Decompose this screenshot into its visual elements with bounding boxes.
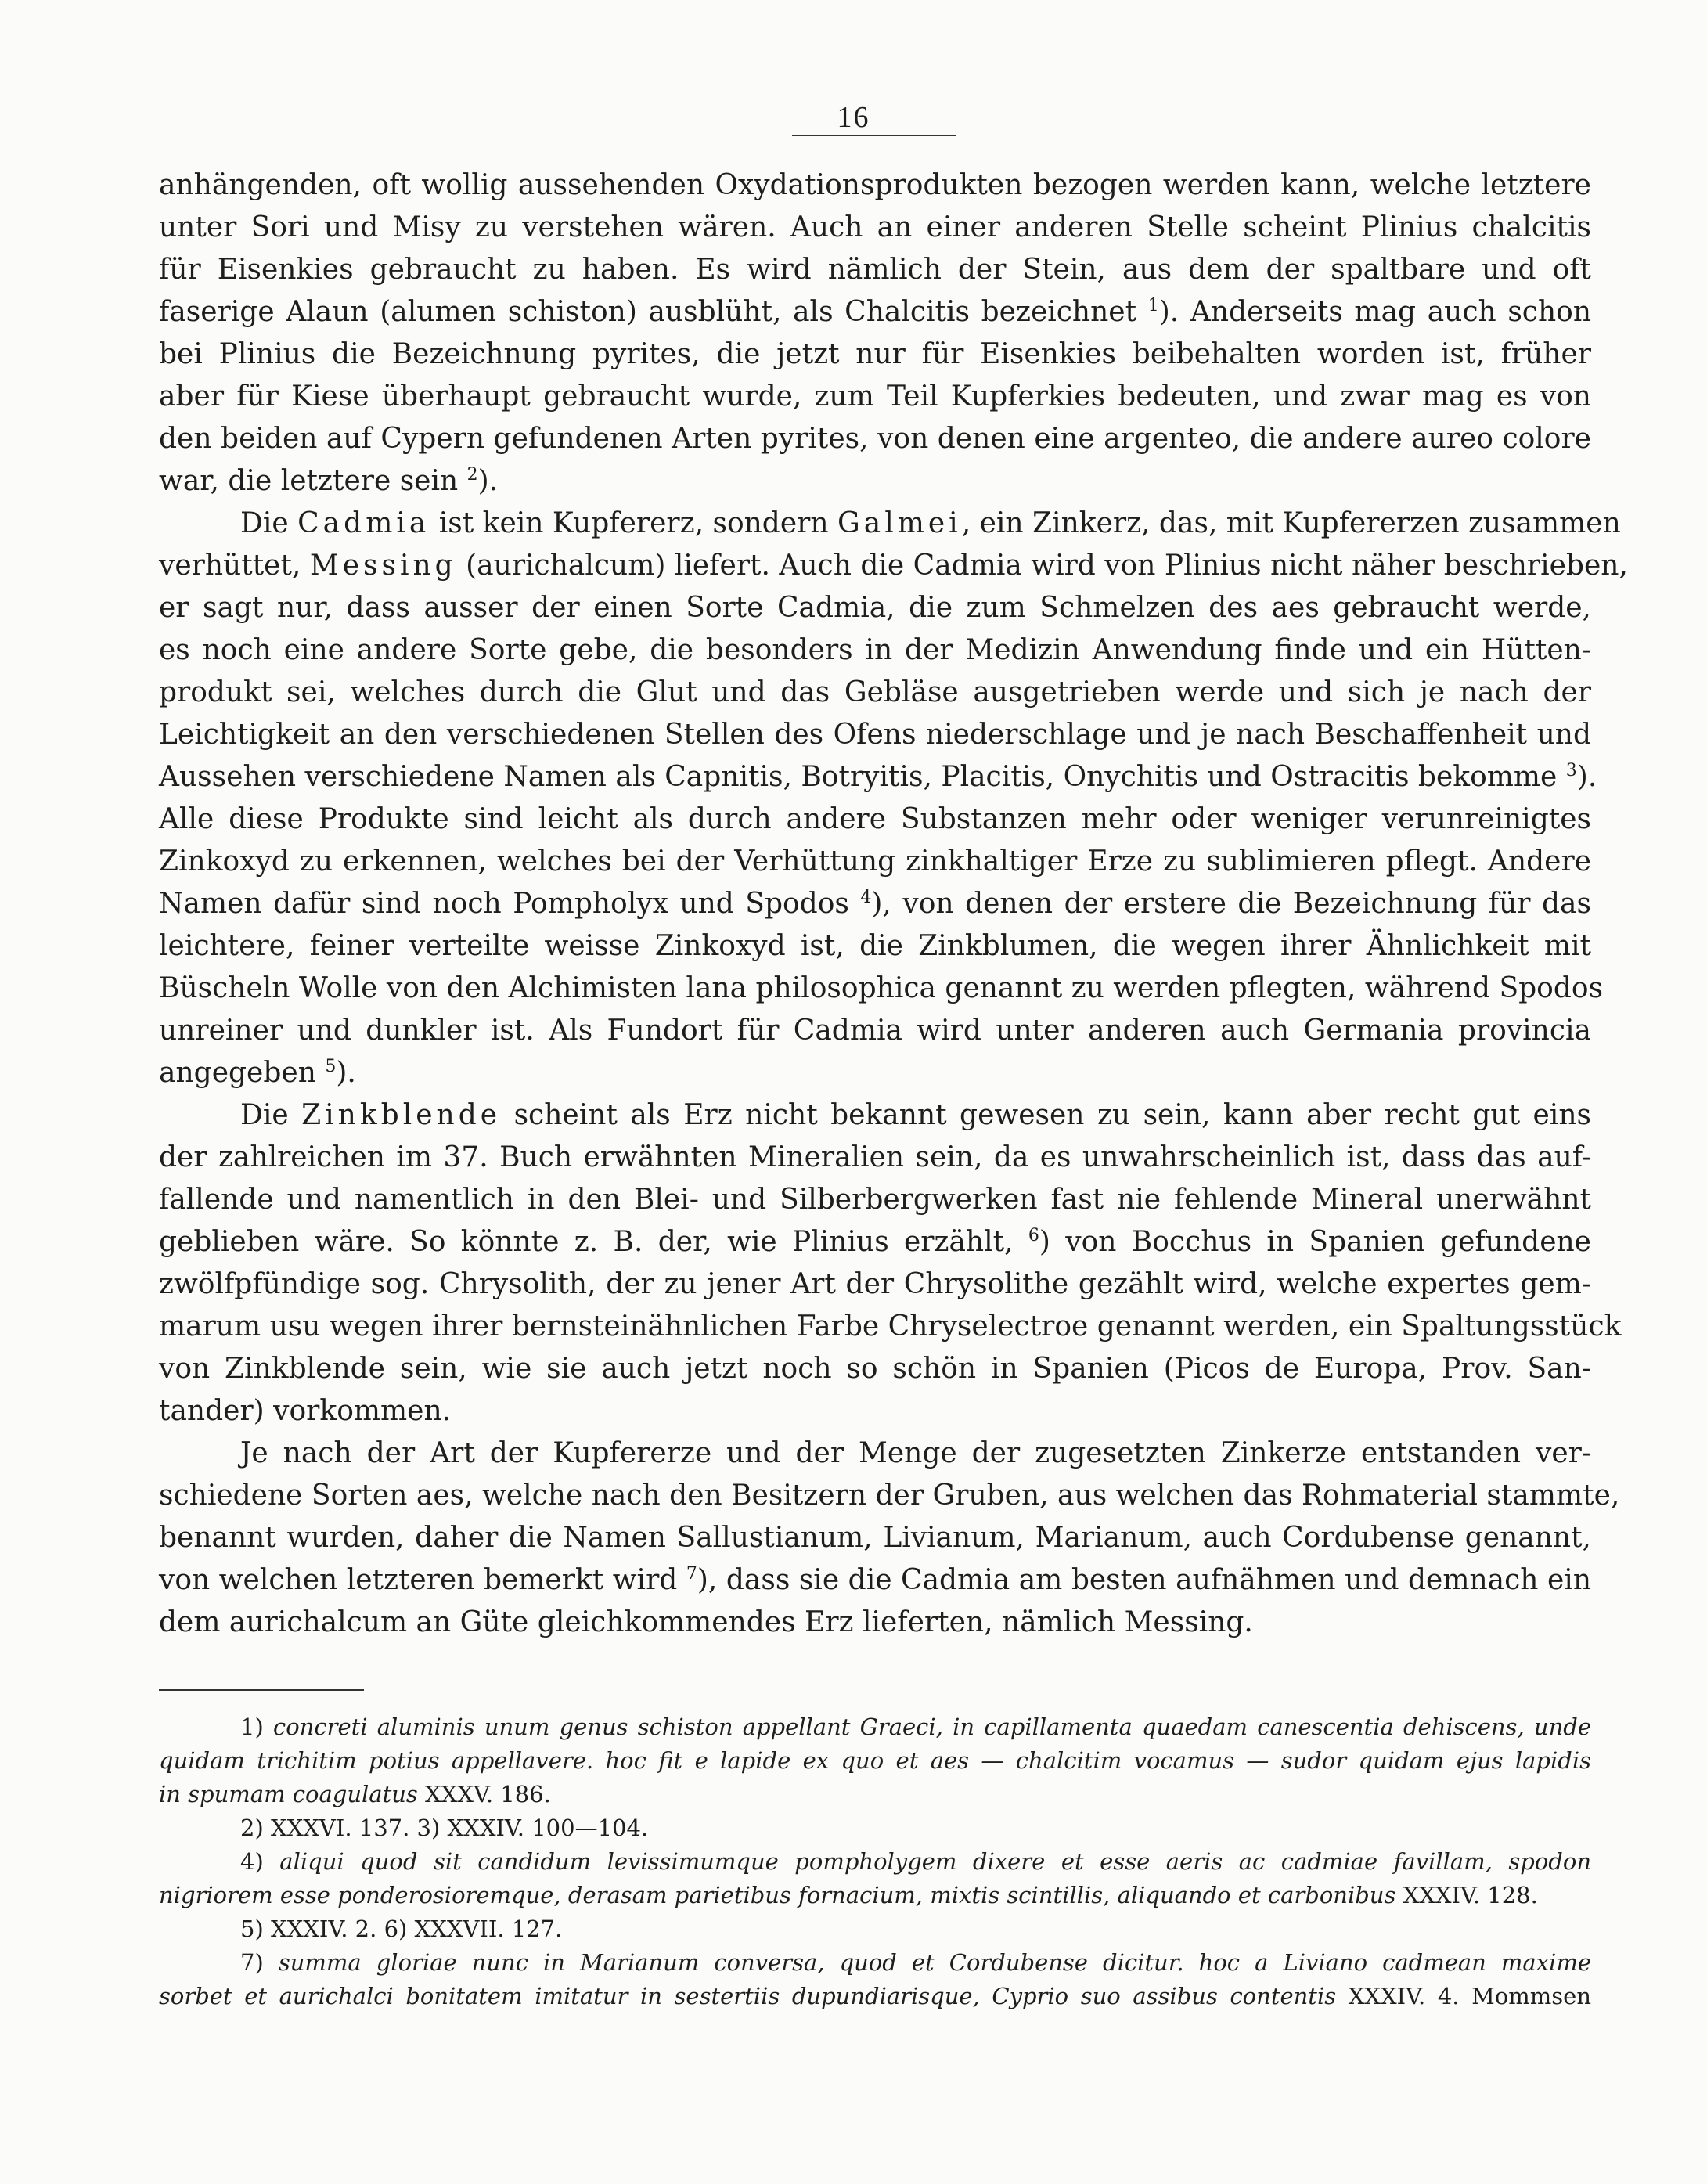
footnote-text: aliqui quod sit candidum levissimumque pompholygem dixere et esse aeris ac cadmiae favillam, spodon <box>279 1848 1592 1875</box>
footnote-ref-text: XXXIV. 4. Mommsen <box>1348 1983 1592 2009</box>
body-line: benannt wurden, daher die Namen Sallustianum, Livianum, Marianum, auch Cordubense genannt, <box>159 1522 1591 1554</box>
footnote-text: nigriorem esse ponderosioremque, derasam parietibus fornacium, mixtis scintillis, aliquando et carbonibus <box>159 1882 1396 1908</box>
body-line: der zahlreichen im 37. Buch erwähnten Mineralien sein, da es unwahrscheinlich ist, dass das auf- <box>159 1141 1591 1173</box>
emphasis-cadmia: Cadmia <box>297 507 430 539</box>
body-line: Leichtigkeit an den verschiedenen Stellen des Ofens niederschlage und je nach Beschaffenheit und <box>159 719 1591 751</box>
body-text: (aurichalcum) liefert. Auch die Cadmia wird von Plinius nicht näher beschrieben, <box>466 550 1628 582</box>
body-line: leichtere, feiner verteilte weisse Zinkoxyd ist, die Zinkblumen, die wegen ihrer Ähnlichkeit mit <box>159 930 1591 962</box>
footnote-4-cont <box>159 1879 1591 1912</box>
body-line: marum usu wegen ihrer bernsteinähnlichen Farbe Chryselectroe genannt werden, ein Spaltungsstück <box>159 1310 1622 1342</box>
body-line: dem aurichalcum an Güte gleichkommendes Erz lieferten, nämlich Messing. <box>159 1606 1253 1638</box>
body-line <box>159 756 1597 798</box>
body-line: Je nach der Art der Kupfererze und der Menge der zugesetzten Zinkerze entstanden ver- <box>240 1437 1591 1469</box>
body-text: ) von Bocchus in Spanien gefundene <box>1039 1226 1591 1258</box>
footnote-number: 4) <box>240 1848 264 1875</box>
body-line: bei Plinius die Bezeichnung pyrites, die jetzt nur für Eisenkies beibehalten worden ist, früher <box>159 338 1591 370</box>
body-line: Büscheln Wolle von den Alchimisten lana philosophica genannt zu werden pflegten, während Spodos <box>159 972 1604 1004</box>
main-text <box>159 164 1628 1644</box>
footnote-text: summa gloriae nunc in Marianum conversa, quod et Cordubense dicitur. hoc a Liviano cadmean maxime <box>278 1949 1591 1976</box>
footnote-5-6: 5) XXXIV. 2. 6) XXXVII. 127. <box>240 1916 563 1942</box>
body-text: scheint als Erz nicht bekannt gewesen zu sein, kann aber recht gut eins <box>513 1099 1591 1131</box>
footnote-1 <box>159 1710 1591 1744</box>
footnote-ref-text: XXXIV. 128. <box>1403 1882 1538 1908</box>
body-text: geblieben wäre. So könnte z. B. der, wie Plinius erzählt, <box>159 1226 1014 1258</box>
body-text: ). <box>336 1057 356 1089</box>
body-text: , ein Zinkerz, das, mit Kupfererzen zusammen <box>961 507 1621 539</box>
body-line: es noch eine andere Sorte gebe, die besonders in der Medizin Anwendung finde und ein Hütten- <box>159 634 1591 666</box>
footnote-number: 7) <box>240 1949 264 1976</box>
footnote-text: sorbet et aurichalci bonitatem imitatur in sestertiis dupundiarisque, Cyprio suo assibus contentis <box>159 1983 1337 2009</box>
body-line: produkt sei, welches durch die Glut und das Gebläse ausgetrieben werde und sich je nach der <box>159 676 1591 708</box>
body-line <box>159 1094 1591 1137</box>
body-text: war, die letztere sein <box>159 465 459 497</box>
body-line <box>159 1052 1591 1094</box>
footnote-rule <box>159 1689 364 1691</box>
body-line: Alle diese Produkte sind leicht als durch andere Substanzen mehr oder weniger verunreinigtes <box>159 803 1591 835</box>
body-text: ). <box>477 465 499 497</box>
footnote-ref: 5 <box>325 1057 337 1076</box>
emphasis-galmei: Galmei <box>837 507 962 539</box>
body-line: anhängenden, oft wollig aussehenden Oxydationsprodukten bezogen werden kann, welche letztere <box>159 169 1591 201</box>
body-text: ). <box>1576 761 1597 793</box>
body-line: er sagt nur, dass ausser der einen Sorte Cadmia, die zum Schmelzen des aes gebraucht werde, <box>159 592 1591 624</box>
footnote-ref: 2 <box>466 465 478 485</box>
body-text: ist kein Kupfererz, sondern <box>438 507 829 539</box>
body-text: ). Anderseits mag auch schon <box>1158 296 1592 328</box>
body-line <box>159 883 1591 925</box>
footnote-ref: 1 <box>1147 296 1159 315</box>
body-line: schiedene Sorten aes, welche nach den Besitzern der Gruben, aus welchen das Rohmaterial stammte, <box>159 1479 1620 1512</box>
body-line <box>159 460 1591 503</box>
body-line: Zinkoxyd zu erkennen, welches bei der Verhüttung zinkhaltiger Erze zu sublimieren pflegt. Andere <box>159 845 1591 878</box>
footnote-1-cont <box>159 1778 1591 1811</box>
footnote-ref-text: XXXV. 186. <box>425 1781 551 1807</box>
footnote-number: 1) <box>240 1714 264 1740</box>
footnote-7 <box>159 1946 1591 1980</box>
footnote-7-cont <box>159 1980 1591 2013</box>
footnote-ref: 3 <box>1565 761 1577 780</box>
body-text: Die <box>240 507 289 539</box>
footnote-4 <box>159 1845 1591 1879</box>
footnote-text: quidam trichitim potius appellavere. hoc fit e lapide ex quo et aes — chalcitim vocamus — sudor quidam ejus lapidis <box>159 1747 1591 1774</box>
body-text: Aussehen verschiedene Namen als Capnitis, Botryitis, Placitis, Onychitis und Ostracitis bekomme <box>159 761 1558 793</box>
body-line: für Eisenkies gebraucht zu haben. Es wird nämlich der Stein, aus dem der spaltbare und oft <box>159 254 1591 286</box>
body-line <box>159 291 1591 333</box>
footnote-ref: 6 <box>1028 1226 1039 1245</box>
body-line: aber für Kiese überhaupt gebraucht wurde, zum Teil Kupferkies bedeuten, und zwar mag es von <box>159 380 1591 413</box>
body-text: ), von denen der erstere die Bezeichnung für das <box>871 888 1591 920</box>
body-text: von welchen letzteren bemerkt wird <box>159 1564 678 1596</box>
body-text: ), dass sie die Cadmia am besten aufnähmen und demnach ein <box>697 1564 1592 1596</box>
body-line: fallende und namentlich in den Blei- und Silberbergwerken fast nie fehlende Mineral unerwähnt <box>159 1184 1591 1216</box>
body-line: unter Sori und Misy zu verstehen wären. Auch an einer anderen Stelle scheint Plinius chalcitis <box>159 211 1591 243</box>
emphasis-messing: Messing <box>309 550 457 582</box>
footnotes <box>159 1710 1591 2013</box>
body-text: Die <box>240 1099 289 1131</box>
body-line <box>159 1221 1591 1263</box>
body-line: zwölfpfündige sog. Chrysolith, der zu jener Art der Chrysolithe gezählt wird, welche expertes gem- <box>159 1268 1591 1300</box>
emphasis-zinkblende: Zinkblende <box>301 1099 502 1131</box>
footnote-ref: 7 <box>686 1564 697 1584</box>
page-number: 16 <box>837 101 870 134</box>
footnote-1-cont <box>159 1744 1591 1778</box>
body-text: faserige Alaun (alumen schiston) ausblüht, als Chalcitis bezeichnet <box>159 296 1137 328</box>
body-line <box>159 503 1621 545</box>
body-line: von Zinkblende sein, wie sie auch jetzt noch so schön in Spanien (Picos de Europa, Prov. San- <box>159 1353 1591 1385</box>
header-rule <box>792 135 956 136</box>
body-text: Namen dafür sind noch Pompholyx und Spodos <box>159 888 849 920</box>
body-line: unreiner und dunkler ist. Als Fundort für Cadmia wird unter anderen auch Germania provincia <box>159 1015 1591 1047</box>
body-text: verhüttet, <box>159 550 301 582</box>
body-text: angegeben <box>159 1057 316 1089</box>
footnote-2-3: 2) XXXVI. 137. 3) XXXIV. 100—104. <box>240 1815 649 1841</box>
footnote-text: in spumam coagulatus <box>159 1781 418 1807</box>
body-line <box>159 1559 1591 1602</box>
body-line: den beiden auf Cypern gefundenen Arten pyrites, von denen eine argenteo, die andere aureo colore <box>159 423 1591 455</box>
footnote-text: concreti aluminis unum genus schiston appellant Graeci, in capillamenta quaedam canescentia dehiscens, unde <box>272 1714 1591 1740</box>
footnote-ref: 4 <box>860 888 872 907</box>
body-line <box>159 545 1628 587</box>
body-line: tander) vorkommen. <box>159 1395 452 1427</box>
